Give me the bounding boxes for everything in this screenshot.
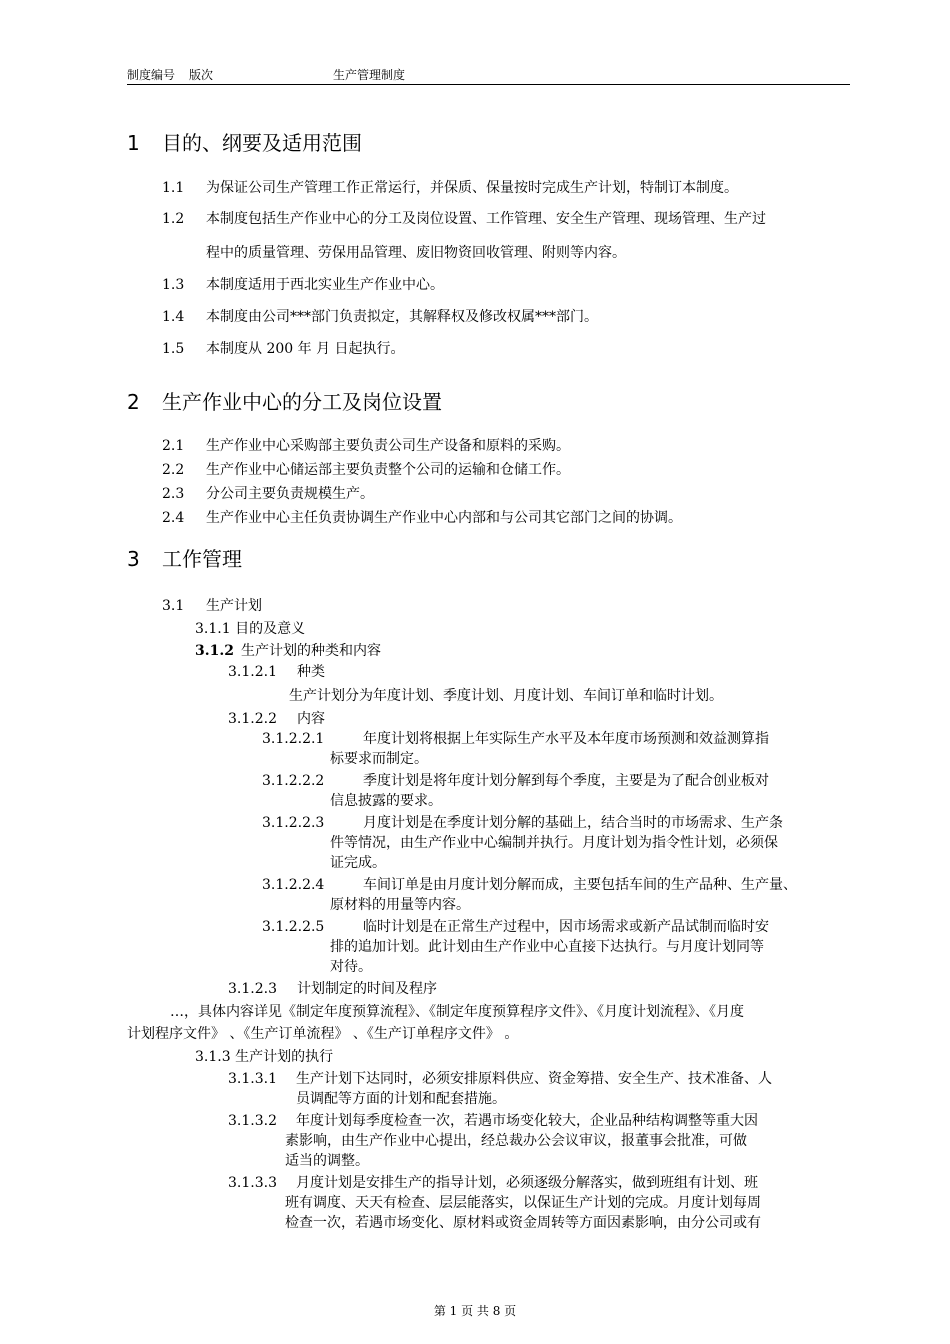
clause-text: 为保证公司生产管理工作正常运行，并保质、保量按时完成生产计划，特制订本制度。	[206, 180, 738, 196]
item-text: 生产计划下达同时，必须安排原料供应、资金筹措、安全生产、技术准备、人	[296, 1071, 772, 1087]
clause-number: 1.2	[162, 211, 185, 227]
section-number: 2	[127, 390, 140, 414]
item-text-continued: 标要求而制定。	[330, 751, 428, 767]
clause-number: 3.1	[162, 598, 185, 614]
paragraph-text: …，具体内容详见《制定年度预算流程》、《制定年度预算程序文件》、《月度计划流程》、《月度	[170, 1004, 744, 1020]
clause-text: 生产作业中心采购部主要负责公司生产设备和原料的采购。	[206, 438, 570, 454]
subclause-heading: 内容	[297, 711, 325, 727]
clause-number: 1.5	[162, 341, 185, 357]
section-title: 目的、纲要及适用范围	[162, 131, 362, 155]
item-text-continued: 素影响，由生产作业中心提出，经总裁办公会议审议，报董事会批准，可做	[285, 1133, 747, 1149]
clause-text: 生产计划	[206, 598, 262, 614]
clause-text: 本制度包括生产作业中心的分工及岗位设置、工作管理、安全生产管理、现场管理、生产过	[206, 211, 766, 227]
item-text: 年度计划将根据上年实际生产水平及本年度市场预测和效益测算指	[363, 731, 769, 747]
item-text: 车间订单是由月度计划分解而成，主要包括车间的生产品种、生产量、	[363, 877, 797, 893]
item-number: 3.1.3.2	[228, 1113, 277, 1129]
subclause-number: 3.1.2.2	[228, 711, 277, 727]
clause-text: 本制度从 200 年 月 日起执行。	[206, 341, 405, 357]
item-text: 临时计划是在正常生产过程中，因市场需求或新产品试制而临时安	[363, 919, 769, 935]
item-text-continued: 适当的调整。	[285, 1153, 369, 1169]
clause-text: 本制度由公司***部门负责拟定，其解释权及修改权属***部门。	[206, 309, 598, 325]
clause-number: 2.3	[162, 486, 185, 502]
clause-number: 1.1	[162, 180, 185, 196]
clause-text: 生产作业中心主任负责协调生产作业中心内部和与公司其它部门之间的协调。	[206, 510, 682, 526]
paragraph-text: 生产计划分为年度计划、季度计划、月度计划、车间订单和临时计划。	[289, 688, 723, 704]
doc-title: 生产管理制度	[333, 68, 406, 82]
paragraph-text-continued: 计划程序文件》 、《生产订单流程》 、《生产订单程序文件》 。	[127, 1026, 519, 1042]
item-text-continued: 信息披露的要求。	[330, 793, 442, 809]
clause-number: 1.3	[162, 277, 185, 293]
item-number: 3.1.3.1	[228, 1071, 277, 1087]
section-number: 1	[127, 131, 140, 155]
subclause-heading: 生产计划的种类和内容	[241, 643, 381, 659]
doc-version-label: 版次	[189, 68, 214, 82]
clause-number: 2.4	[162, 510, 185, 526]
subclause-heading: 种类	[297, 664, 325, 680]
item-text: 月度计划是安排生产的指导计划，必须逐级分解落实，做到班组有计划、班	[296, 1175, 758, 1191]
subclause-number: 3.1.2	[195, 643, 234, 659]
subclause-heading: 计划制定的时间及程序	[297, 981, 437, 997]
item-number: 3.1.2.2.1	[262, 731, 325, 747]
clause-text: 本制度适用于西北实业生产作业中心。	[206, 277, 444, 293]
item-text-continued: 证完成。	[330, 855, 386, 871]
item-text-continued: 检查一次，若遇市场变化、原材料或资金周转等方面因素影响，由分公司或有	[285, 1215, 761, 1231]
item-number: 3.1.2.2.5	[262, 919, 325, 935]
page-footer: 第 1 页 共 8 页	[433, 1304, 517, 1318]
clause-number: 2.1	[162, 438, 185, 454]
subclause-number: 3.1.2.3	[228, 981, 277, 997]
item-text-continued: 员调配等方面的计划和配套措施。	[296, 1091, 506, 1107]
section-title: 生产作业中心的分工及岗位设置	[162, 390, 442, 414]
item-number: 3.1.2.2.3	[262, 815, 325, 831]
page-header	[127, 68, 850, 85]
item-text: 月度计划是在季度计划分解的基础上，结合当时的市场需求、生产条	[363, 815, 783, 831]
item-text-continued: 原材料的用量等内容。	[330, 897, 470, 913]
subclause-heading: 3.1.3 生产计划的执行	[195, 1049, 334, 1065]
clause-text: 分公司主要负责规模生产。	[206, 486, 374, 502]
item-text-continued: 对待。	[330, 959, 372, 975]
item-number: 3.1.2.2.2	[262, 773, 325, 789]
section-title: 工作管理	[162, 547, 242, 571]
item-number: 3.1.3.3	[228, 1175, 277, 1191]
item-text-continued: 班有调度、天天有检查、层层能落实，以保证生产计划的完成。月度计划每周	[285, 1195, 761, 1211]
clause-text: 生产作业中心储运部主要负责整个公司的运输和仓储工作。	[206, 462, 570, 478]
item-number: 3.1.2.2.4	[262, 877, 325, 893]
subclause-heading: 3.1.1 目的及意义	[195, 621, 306, 637]
item-text: 年度计划每季度检查一次，若遇市场变化较大，企业品种结构调整等重大因	[296, 1113, 758, 1129]
clause-text-continued: 程中的质量管理、劳保用品管理、废旧物资回收管理、附则等内容。	[206, 245, 626, 261]
item-text-continued: 排的追加计划。此计划由生产作业中心直接下达执行。与月度计划同等	[330, 939, 764, 955]
doc-code-label: 制度编号	[127, 68, 176, 82]
section-number: 3	[127, 547, 140, 571]
item-text-continued: 件等情况，由生产作业中心编制并执行。月度计划为指令性计划，必须保	[330, 835, 778, 851]
subclause-number: 3.1.2.1	[228, 664, 277, 680]
clause-number: 2.2	[162, 462, 185, 478]
clause-number: 1.4	[162, 309, 185, 325]
item-text: 季度计划是将年度计划分解到每个季度，主要是为了配合创业板对	[363, 773, 769, 789]
